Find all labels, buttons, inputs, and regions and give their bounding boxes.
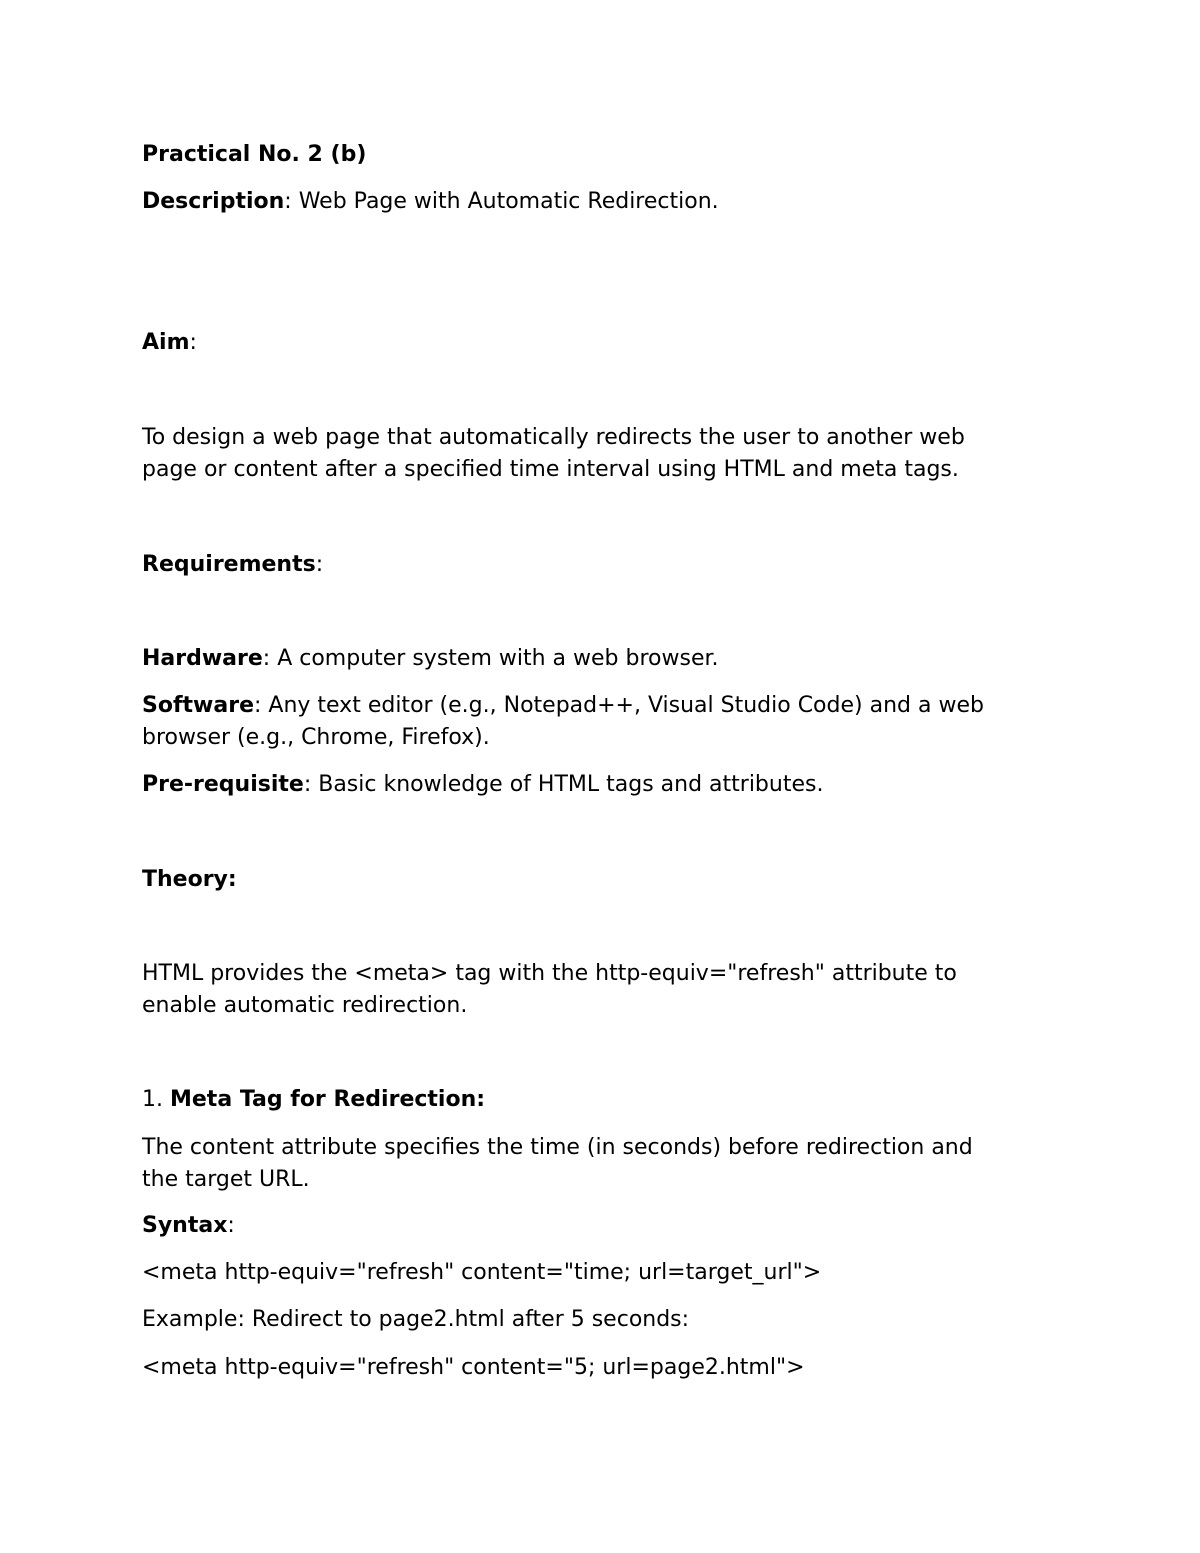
- section-1-label: Meta Tag for Redirection:: [169, 1087, 486, 1112]
- theory-text-line-1: HTML provides the <meta> tag with the http-equiv="refresh" attribute to: [142, 961, 957, 986]
- syntax-colon: :: [227, 1213, 235, 1238]
- example-text: Example: Redirect to page2.html after 5 seconds:: [142, 1307, 690, 1332]
- syntax-heading: [142, 1210, 1062, 1242]
- syntax-code: <meta http-equiv="refresh" content="time; url=target_url">: [142, 1260, 822, 1285]
- aim-label: Aim: [142, 330, 190, 355]
- hardware-text: : A computer system with a web browser.: [262, 646, 719, 671]
- description-line: [142, 186, 1062, 218]
- practical-title: [142, 139, 1062, 171]
- theory-heading: [142, 864, 1062, 896]
- example-code: <meta http-equiv="refresh" content="5; url=page2.html">: [142, 1355, 805, 1380]
- requirements-colon: :: [315, 552, 324, 577]
- prerequisite-label: Pre-requisite: [142, 772, 304, 797]
- software-line-1: [142, 690, 1062, 722]
- aim-text-line-1: To design a web page that automatically redirects the user to another web: [142, 425, 965, 450]
- prerequisite-line: [142, 769, 1062, 801]
- section-1-text-line-1: The content attribute specifies the time (in seconds) before redirection and: [142, 1135, 973, 1160]
- section-1-heading: [142, 1084, 1062, 1116]
- software-label: Software: [142, 693, 254, 718]
- description-label: Description: [142, 189, 285, 214]
- prerequisite-text: : Basic knowledge of HTML tags and attributes.: [303, 772, 824, 797]
- section-1-text-line-2: the target URL.: [142, 1167, 310, 1192]
- section-1-number: 1.: [142, 1087, 170, 1112]
- theory-label: Theory:: [142, 867, 237, 892]
- theory-text-line-2: enable automatic redirection.: [142, 993, 468, 1018]
- aim-text-line-2: page or content after a specified time interval using HTML and meta tags.: [142, 457, 959, 482]
- requirements-label: Requirements: [142, 552, 316, 577]
- hardware-line: [142, 643, 1062, 675]
- software-text: : Any text editor (e.g., Notepad++, Visual Studio Code) and a web: [254, 693, 984, 718]
- hardware-label: Hardware: [142, 646, 263, 671]
- software-line-2: browser (e.g., Chrome, Firefox).: [142, 725, 490, 750]
- aim-heading: [142, 327, 1062, 359]
- description-text: : Web Page with Automatic Redirection.: [284, 189, 719, 214]
- requirements-heading: [142, 549, 1062, 581]
- title-text: Practical No. 2 (b): [142, 142, 367, 167]
- aim-colon: :: [189, 330, 197, 355]
- syntax-label: Syntax: [142, 1213, 228, 1238]
